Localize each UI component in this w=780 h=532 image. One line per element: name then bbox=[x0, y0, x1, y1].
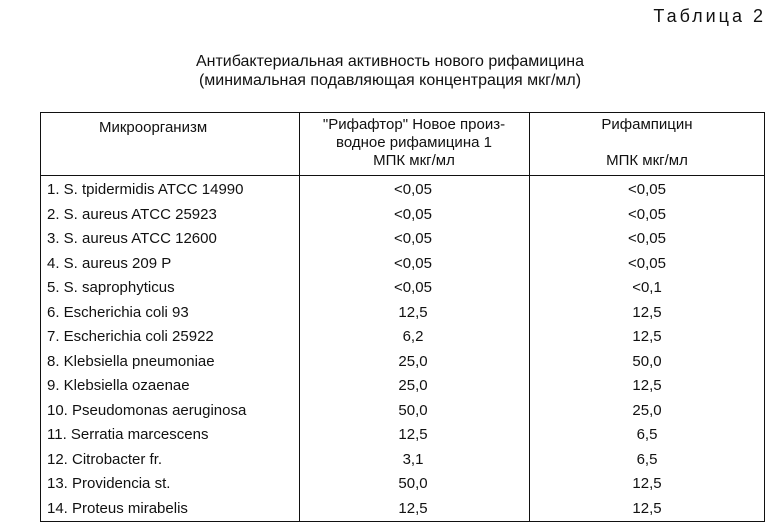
rifaftor-mic-cell: <0,05 bbox=[394, 205, 432, 223]
table-row bbox=[41, 227, 764, 252]
rifaftor-mic-cell: 12,5 bbox=[398, 303, 428, 321]
rifaftor-mic-cell: 25,0 bbox=[398, 352, 428, 370]
table-row bbox=[41, 276, 764, 301]
organism-cell: 7. Escherichia coli 25922 bbox=[47, 328, 214, 345]
organism-cell: 11. Serratia marcescens bbox=[47, 426, 209, 443]
rifaftor-mic-cell: 12,5 bbox=[398, 426, 428, 443]
rifampicin-mic-cell: 12,5 bbox=[632, 499, 662, 517]
organism-cell: 3. S. aureus ATCC 12600 bbox=[47, 230, 217, 247]
table-row bbox=[41, 399, 764, 424]
organism-cell: 12. Citrobacter fr. bbox=[47, 450, 163, 468]
rifampicin-mic-cell: 12,5 bbox=[632, 328, 662, 345]
rifaftor-mic-cell: <0,05 bbox=[394, 181, 432, 198]
rifaftor-mic-cell: 25,0 bbox=[398, 377, 428, 394]
organism-cell: 6. Escherichia coli 93 bbox=[47, 303, 189, 321]
rifampicin-mic-cell: <0,05 bbox=[628, 230, 666, 247]
organism-cell: 1. S. tpidermidis ATCC 14990 bbox=[47, 181, 244, 198]
rifaftor-mic-cell: <0,05 bbox=[394, 279, 432, 296]
organism-cell: 5. S. saprophyticus bbox=[47, 279, 175, 296]
header-rifaftor-line-1: "Рифафтор" Новое произ- bbox=[322, 116, 506, 133]
table-number-label: Таблица 2 bbox=[653, 6, 766, 26]
organism-cell: 13. Providencia st. bbox=[47, 475, 171, 492]
caption-line-2: (минимальная подавляющая концентрация мкг/мл) bbox=[198, 72, 582, 89]
organism-cell: 2. S. aureus ATCC 25923 bbox=[47, 205, 217, 223]
rifampicin-mic-cell: 6,5 bbox=[636, 426, 658, 443]
rifampicin-mic-cell: 12,5 bbox=[632, 303, 662, 321]
table-row bbox=[41, 374, 764, 399]
organism-cell: 14. Proteus mirabelis bbox=[47, 499, 188, 517]
rifaftor-mic-cell: 12,5 bbox=[398, 499, 428, 517]
rifampicin-mic-cell: 50,0 bbox=[632, 352, 662, 370]
rifampicin-mic-cell: <0,1 bbox=[632, 279, 662, 296]
table-row bbox=[41, 423, 764, 448]
rifaftor-mic-cell: 6,2 bbox=[402, 328, 424, 345]
table-row bbox=[41, 252, 764, 277]
table-body bbox=[41, 178, 764, 521]
table-row bbox=[41, 350, 764, 375]
rifampicin-mic-cell: 6,5 bbox=[636, 450, 658, 468]
table-row bbox=[41, 325, 764, 350]
rifaftor-mic-cell: <0,05 bbox=[394, 230, 432, 247]
rifampicin-mic-cell: 12,5 bbox=[632, 475, 662, 492]
header-rifampicin-unit: МПК мкг/мл bbox=[606, 152, 688, 169]
rifaftor-mic-cell: 50,0 bbox=[398, 401, 428, 419]
mic-table bbox=[40, 112, 765, 522]
header-divider bbox=[41, 175, 764, 176]
table-row bbox=[41, 497, 764, 522]
rifampicin-mic-cell: <0,05 bbox=[628, 181, 666, 198]
rifampicin-mic-cell: <0,05 bbox=[628, 205, 666, 223]
organism-cell: 4. S. aureus 209 P bbox=[47, 254, 172, 272]
table-row bbox=[41, 301, 764, 326]
header-rifaftor-line-2: водное рифамицина 1 bbox=[336, 134, 492, 151]
header-organism: Микроорганизм bbox=[99, 119, 208, 136]
header-rifaftor-line-3: МПК мкг/мл bbox=[373, 152, 455, 169]
table-caption bbox=[0, 52, 780, 90]
header-rifampicin-title: Рифампицин bbox=[601, 116, 693, 133]
rifaftor-mic-cell: 3,1 bbox=[402, 450, 424, 468]
header-rifaftor bbox=[299, 116, 529, 170]
table-row bbox=[41, 472, 764, 497]
table-row bbox=[41, 203, 764, 228]
organism-cell: 8. Klebsiella pneumoniae bbox=[47, 352, 215, 370]
caption-line-1: Антибактериальная активность нового рифамицина bbox=[195, 53, 585, 70]
rifaftor-mic-cell: <0,05 bbox=[394, 254, 432, 272]
rifampicin-mic-cell: <0,05 bbox=[628, 254, 666, 272]
table-row bbox=[41, 178, 764, 203]
rifampicin-mic-cell: 12,5 bbox=[632, 377, 662, 394]
rifaftor-mic-cell: 50,0 bbox=[398, 475, 428, 492]
rifampicin-mic-cell: 25,0 bbox=[632, 401, 662, 419]
organism-cell: 9. Klebsiella ozaenae bbox=[47, 377, 190, 394]
organism-cell: 10. Pseudomonas aeruginosa bbox=[47, 401, 247, 419]
table-row bbox=[41, 448, 764, 473]
